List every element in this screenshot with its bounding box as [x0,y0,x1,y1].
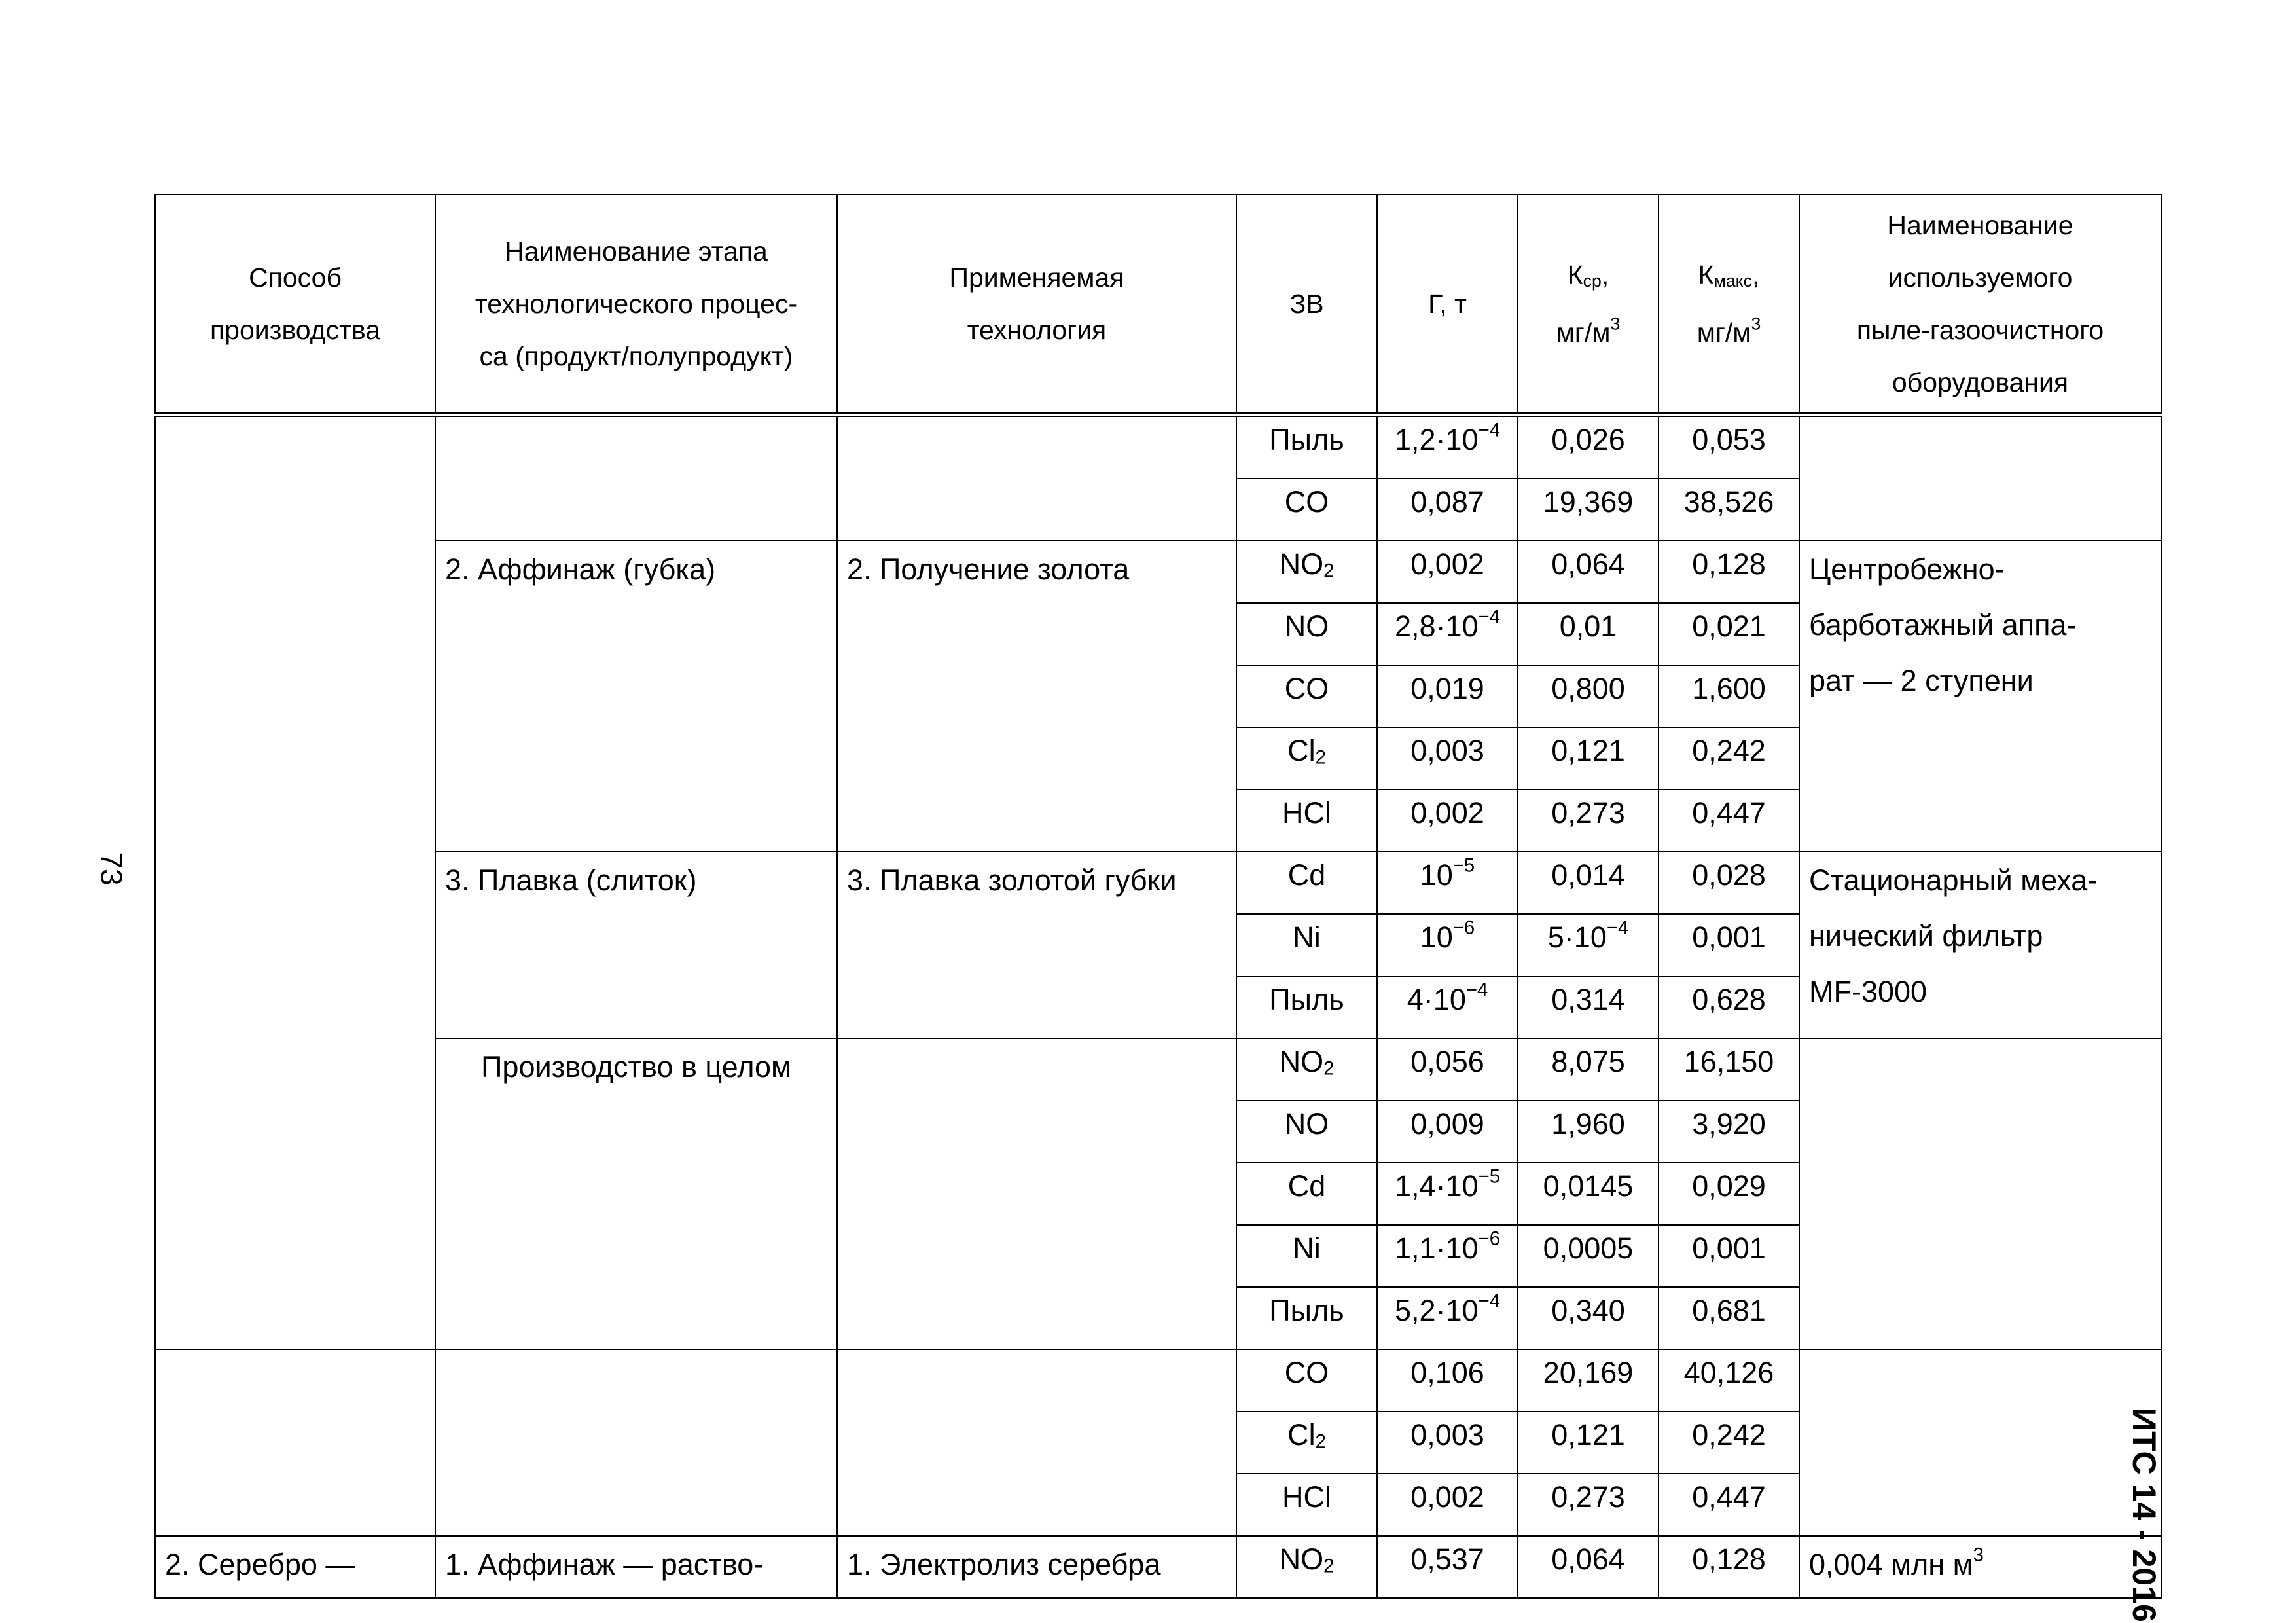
pollutant-cell: Cd [1236,1163,1377,1225]
mass-cell: 0,056 [1377,1038,1518,1101]
method-cell [155,1349,435,1536]
k-avg-cell: 0,314 [1518,976,1659,1038]
header-equipment: Наименование используемого пыле-газоочистного оборудования [1799,194,2161,415]
mass-cell: $1,2\cdot 10^{-4}$ [1377,415,1518,479]
stage-cell: 1. Аффинаж — раство- [435,1536,837,1598]
k-avg-cell: 0,014 [1518,852,1659,914]
mass-cell: $10^{-5}$ [1377,852,1518,914]
pollutant-cell: Ni [1236,914,1377,976]
tech-cell [837,1038,1236,1349]
pollutant-cell: Пыль [1236,976,1377,1038]
stage-cell: 3. Плавка (слиток) [435,852,837,1038]
pollutant-cell: $NO_2$ [1236,541,1377,603]
pollutant-cell: Cd [1236,852,1377,914]
k-avg-cell: 0,800 [1518,665,1659,727]
pollutant-cell: NO [1236,1101,1377,1163]
k-avg-cell: 0,01 [1518,603,1659,665]
k-avg-cell: 0,273 [1518,790,1659,852]
k-max-cell: 0,128 [1659,541,1799,603]
mass-cell: 0,106 [1377,1349,1518,1412]
k-max-cell: 0,001 [1659,1225,1799,1287]
pollutant-cell: $Cl_2$ [1236,1412,1377,1474]
pollutant-cell: CO [1236,479,1377,541]
header-mass: Г, т [1377,194,1518,415]
mass-cell: 0,002 [1377,1474,1518,1536]
k-avg-cell: 0,026 [1518,415,1659,479]
header-k-max: $К_{макс}$, $мг/м^3$ [1659,194,1799,415]
mass-cell: 0,087 [1377,479,1518,541]
emissions-table [154,194,2162,1599]
pollutant-cell: $NO_2$ [1236,1536,1377,1598]
header-stage: Наименование этапа технологического процес- са (продукт/полупродукт) [435,194,837,415]
pollutant-cell: CO [1236,665,1377,727]
k-max-cell: 0,447 [1659,790,1799,852]
k-max-cell: 0,681 [1659,1287,1799,1349]
k-avg-cell: 0,0145 [1518,1163,1659,1225]
header-technology: Применяемая технология [837,194,1236,415]
pollutant-cell: $NO_2$ [1236,1038,1377,1101]
mass-cell: $1,1\cdot 10^{-6}$ [1377,1225,1518,1287]
pollutant-cell: HCl [1236,790,1377,852]
k-max-cell: 0,021 [1659,603,1799,665]
stage-cell [435,1349,837,1536]
k-max-cell: 0,028 [1659,852,1799,914]
document-code: ИТС 14 - 2016 [2126,1408,2162,1622]
equipment-cell: Стационарный меха- нический фильтр MF-3000 [1799,852,2161,1038]
k-avg-cell: 8,075 [1518,1038,1659,1101]
table-row [155,541,2161,603]
k-max-cell: 0,128 [1659,1536,1799,1598]
k-max-cell: 0,242 [1659,1412,1799,1474]
k-avg-cell: 1,960 [1518,1101,1659,1163]
equipment-cell: Центробежно- барботажный аппа- рат — 2 ступени [1799,541,2161,852]
tech-cell: 3. Плавка золотой губки [837,852,1236,1038]
mass-cell: $10^{-6}$ [1377,914,1518,976]
equipment-cell [1799,415,2161,541]
table-row [155,415,2161,479]
k-avg-cell: 20,169 [1518,1349,1659,1412]
header-method: Способ производства [155,194,435,415]
pollutant-cell: Пыль [1236,415,1377,479]
mass-cell: 0,002 [1377,790,1518,852]
stage-cell: 2. Аффинаж (губка) [435,541,837,852]
stage-cell [435,415,837,541]
table-row [155,1038,2161,1101]
table-row [155,1349,2161,1412]
mass-cell: 0,537 [1377,1536,1518,1598]
equipment-cell [1799,1349,2161,1536]
table-row [155,1536,2161,1598]
k-avg-cell: $5\cdot 10^{-4}$ [1518,914,1659,976]
table-row [155,852,2161,914]
k-avg-cell: 0,121 [1518,1412,1659,1474]
stage-cell: Производство в целом [435,1038,837,1349]
pollutant-cell: $Cl_2$ [1236,727,1377,790]
k-avg-cell: 0,0005 [1518,1225,1659,1287]
tech-cell: 2. Получение золота [837,541,1236,852]
tech-cell [837,415,1236,541]
k-avg-cell: 0,340 [1518,1287,1659,1349]
k-max-cell: 0,628 [1659,976,1799,1038]
mass-cell: 0,019 [1377,665,1518,727]
method-cell: 2. Серебро — [155,1536,435,1598]
equipment-cell [1799,1038,2161,1349]
k-max-cell: 0,029 [1659,1163,1799,1225]
page-number: 73 [94,852,129,886]
pollutant-cell: NO [1236,603,1377,665]
k-max-cell: 0,447 [1659,1474,1799,1536]
tech-cell [837,1349,1236,1536]
k-max-cell: 0,242 [1659,727,1799,790]
k-avg-cell: 0,064 [1518,541,1659,603]
k-avg-cell: 0,121 [1518,727,1659,790]
mass-cell: 0,009 [1377,1101,1518,1163]
k-avg-cell: 19,369 [1518,479,1659,541]
k-max-cell: 38,526 [1659,479,1799,541]
header-pollutant: ЗВ [1236,194,1377,415]
equipment-cell: 0,004 млн $м^3$ [1799,1536,2161,1598]
mass-cell: $2,8\cdot 10^{-4}$ [1377,603,1518,665]
k-max-cell: 3,920 [1659,1101,1799,1163]
pollutant-cell: HCl [1236,1474,1377,1536]
k-max-cell: 40,126 [1659,1349,1799,1412]
mass-cell: 0,003 [1377,727,1518,790]
mass-cell: 0,002 [1377,541,1518,603]
pollutant-cell: Пыль [1236,1287,1377,1349]
k-max-cell: 0,053 [1659,415,1799,479]
pollutant-cell: CO [1236,1349,1377,1412]
mass-cell: $4\cdot 10^{-4}$ [1377,976,1518,1038]
k-max-cell: 0,001 [1659,914,1799,976]
method-cell [155,415,435,1350]
mass-cell: $5,2\cdot 10^{-4}$ [1377,1287,1518,1349]
k-max-cell: 16,150 [1659,1038,1799,1101]
mass-cell: $1,4\cdot 10^{-5}$ [1377,1163,1518,1225]
k-avg-cell: 0,064 [1518,1536,1659,1598]
header-row [155,194,2161,415]
tech-cell: 1. Электролиз серебра [837,1536,1236,1598]
mass-cell: 0,003 [1377,1412,1518,1474]
k-avg-cell: 0,273 [1518,1474,1659,1536]
pollutant-cell: Ni [1236,1225,1377,1287]
header-k-avg: $К_{ср}$, $мг/м^3$ [1518,194,1659,415]
k-max-cell: 1,600 [1659,665,1799,727]
